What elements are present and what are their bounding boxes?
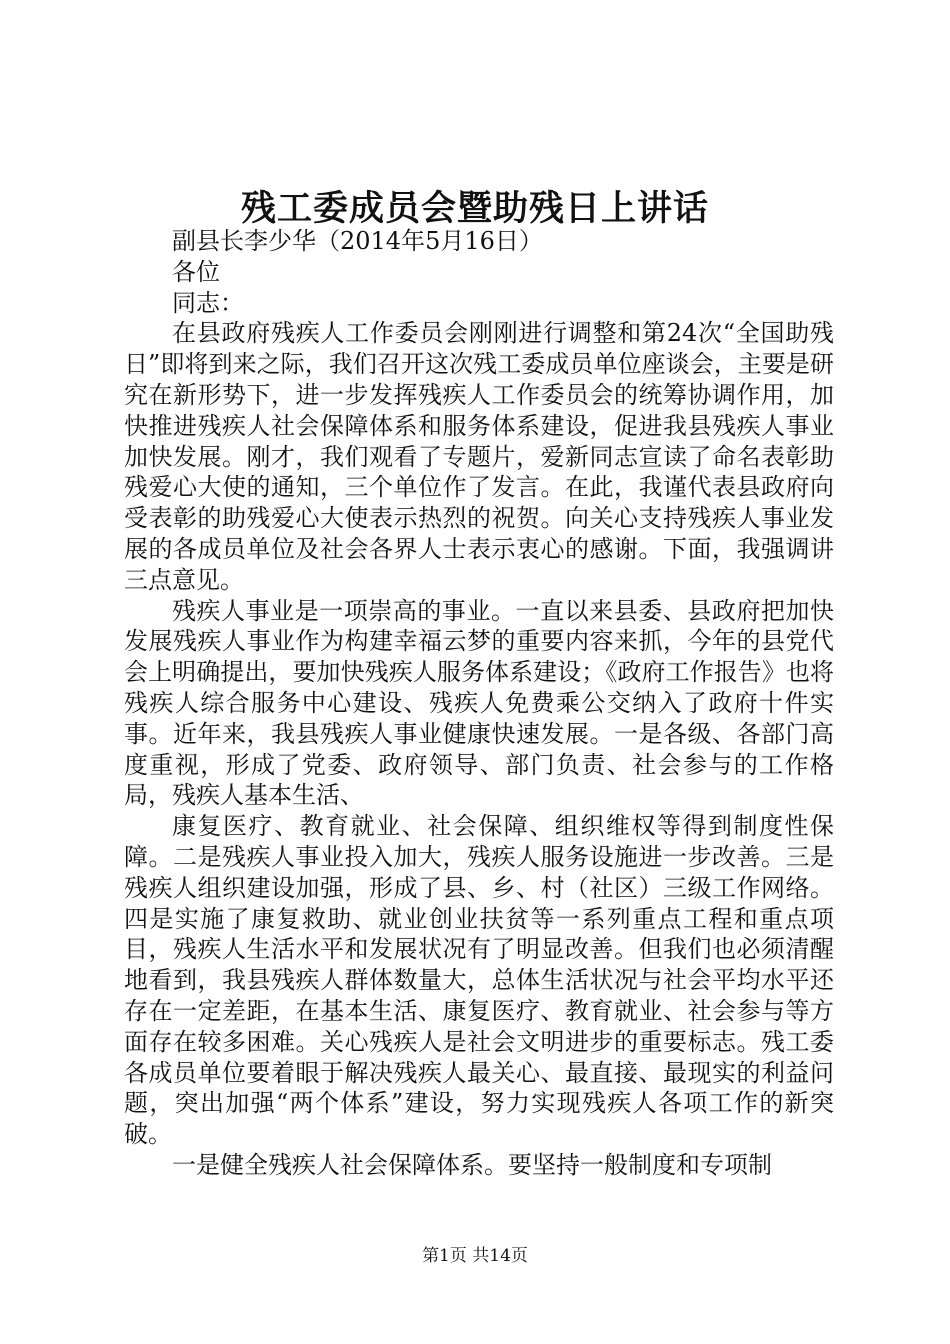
document-body bbox=[124, 226, 834, 1181]
body-paragraph: 在县政府残疾人工作委员会刚刚进行调整和第24次“全国助残日”即将到来之际，我们召开这次残工委成员单位座谈会，主要是研究在新形势下，进一步发挥残疾人工作委员会的统筹协调作用，加快推进残疾人社会保障体系和服务体系建设，促进我县残疾人事业加快发展。刚才，我们观看了专题片，爱新同志宣读了命名表彰助残爱心大使的通知，三个单位作了发言。在此，我谨代表县政府向受表彰的助残爱心大使表示热烈的祝贺。向关心支持残疾人事业发展的各成员单位及社会各界人士表示衷心的感谢。下面，我强调讲三点意见。 bbox=[124, 319, 834, 594]
page-footer: 第1页 共14页 bbox=[422, 1246, 528, 1266]
salutation-line-2: 同志： bbox=[172, 288, 244, 317]
speaker-line: 副县长李少华（2014年5月16日） bbox=[172, 227, 543, 255]
document-title: 残工委成员会暨助残日上讲话 bbox=[240, 188, 709, 229]
body-paragraph: 残疾人事业是一项崇高的事业。一直以来县委、县政府把加快发展残疾人事业作为构建幸福云梦的重要内容来抓，今年的县党代会上明确提出，要加快残疾人服务体系建设；《政府工作报告》也将残疾人综合服务中心建设、残疾人免费乘公交纳入了政府十件实事。近年来，我县残疾人事业健康快速发展。一是各级、各部门高度重视，形成了党委、政府领导、部门负责、社会参与的工作格局，残疾人基本生活、 bbox=[124, 596, 834, 810]
body-paragraph: 一是健全残疾人社会保障体系。要坚持一般制度和专项制 bbox=[172, 1150, 772, 1179]
body-paragraph: 康复医疗、教育就业、社会保障、组织维权等得到制度性保障。二是残疾人事业投入加大，残疾人服务设施进一步改善。三是残疾人组织建设加强，形成了县、乡、村（社区）三级工作网络。四是实施了康复救助、就业创业扶贫等一系列重点工程和重点项目，残疾人生活水平和发展状况有了明显改善。但我们也必须清醒地看到，我县残疾人群体数量大，总体生活状况与社会平均水平还存在一定差距，在基本生活、康复医疗、教育就业、社会参与等方面存在较多困难。关心残疾人是社会文明进步的重要标志。残工委各成员单位要着眼于解决残疾人最关心、最直接、最现实的利益问题，突出加强“两个体系”建设，努力实现残疾人各项工作的新突破。 bbox=[124, 812, 834, 1149]
salutation-line-1: 各位 bbox=[172, 257, 220, 286]
